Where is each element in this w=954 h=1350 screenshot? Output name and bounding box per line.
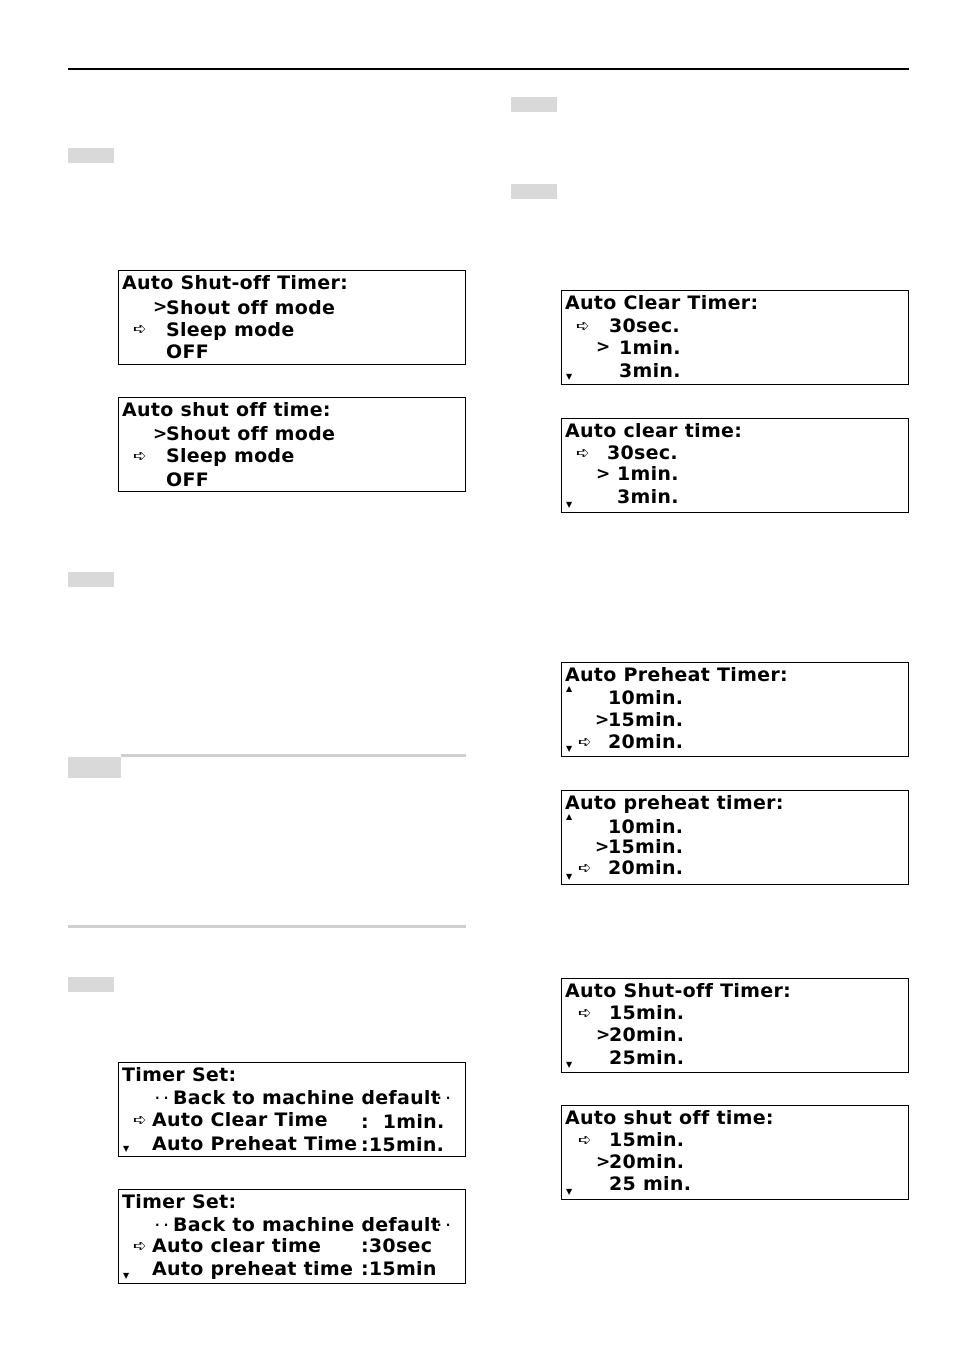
option-sleep-mode: Sleep mode (166, 319, 295, 341)
dots-icon: · · (437, 1091, 451, 1105)
lcd-title: Auto clear time: (565, 420, 743, 442)
selected-arrow-icon: ➪ (133, 446, 147, 465)
scroll-down-icon: ▼ (566, 744, 573, 753)
scroll-down-icon: ▼ (566, 1187, 573, 1196)
option-sleep-mode: Sleep mode (166, 445, 295, 467)
option-20min: 20min. (608, 857, 684, 879)
lcd-preheat-1 (561, 662, 909, 757)
option-20min: 20min. (609, 1151, 685, 1173)
lcd-auto-clear-1 (561, 290, 909, 385)
lcd-title: Auto Shut-off Timer: (565, 980, 792, 1002)
dots-icon: · · (155, 1218, 169, 1232)
option-3min: 3min. (617, 486, 679, 508)
option-shutoff-mode: Shout off mode (166, 297, 336, 319)
option-off: OFF (166, 469, 210, 491)
scroll-up-icon: ▲ (566, 812, 573, 821)
cursor-icon: > (153, 424, 168, 444)
selected-arrow-icon: ➪ (576, 316, 590, 335)
lcd-shutoff-mode-1 (118, 270, 466, 365)
lcd-timer-set-2 (118, 1189, 466, 1284)
lcd-preheat-2 (561, 790, 909, 885)
lcd-shutoff-time-1 (561, 978, 909, 1073)
menu-auto-clear-time: Auto clear time (152, 1235, 322, 1257)
selected-arrow-icon: ➪ (578, 1003, 592, 1022)
lcd-title: Auto shut off time: (565, 1107, 774, 1129)
selected-arrow-icon: ➪ (133, 1236, 147, 1255)
value-auto-clear-time: :30sec (361, 1235, 433, 1257)
lcd-timer-set-1 (118, 1062, 466, 1157)
option-3min: 3min. (619, 360, 681, 382)
value-auto-preheat-time: :15min (361, 1258, 437, 1280)
note-top-rule (121, 754, 466, 757)
option-25min: 25min. (609, 1047, 685, 1069)
selected-arrow-icon: ➪ (578, 732, 592, 751)
menu-auto-preheat-time: Auto Preheat Time (152, 1133, 358, 1155)
option-15min: 15min. (609, 1129, 685, 1151)
cursor-icon: > (153, 297, 168, 317)
note-marker (68, 757, 121, 778)
selected-arrow-icon: ➪ (578, 1130, 592, 1149)
option-15min: 15min. (609, 1002, 685, 1024)
cursor-icon: > (595, 710, 610, 730)
lcd-title: Auto Preheat Timer: (565, 664, 788, 686)
option-shutoff-mode: Shout off mode (166, 423, 336, 445)
scroll-down-icon: ▼ (566, 500, 573, 509)
scroll-down-icon: ▼ (566, 872, 573, 881)
lcd-shutoff-time-2 (561, 1105, 909, 1200)
option-off: OFF (166, 341, 210, 363)
cursor-icon: > (596, 1025, 611, 1045)
lcd-title: Timer Set: (122, 1191, 237, 1213)
scroll-down-icon: ▼ (566, 1060, 573, 1069)
scroll-down-icon: ▼ (123, 1144, 130, 1153)
menu-auto-preheat-time: Auto preheat time (152, 1258, 354, 1280)
selected-arrow-icon: ➪ (576, 443, 590, 462)
scroll-down-icon: ▼ (123, 1271, 130, 1280)
step-marker (511, 97, 557, 112)
option-20min: 20min. (609, 1024, 685, 1046)
lcd-title: Auto shut off time: (122, 399, 331, 421)
header-rule (68, 68, 909, 70)
value-auto-clear-time: : 1min. (361, 1111, 445, 1133)
lcd-auto-clear-2 (561, 418, 909, 513)
step-marker (511, 184, 557, 199)
option-15min: 15min. (608, 836, 684, 858)
dots-icon: · · (155, 1091, 169, 1105)
menu-back-to-default: Back to machine default (173, 1214, 441, 1236)
dots-icon: · · (437, 1218, 451, 1232)
note-bottom-rule (68, 925, 466, 928)
scroll-up-icon: ▲ (566, 684, 573, 693)
menu-back-to-default: Back to machine default (173, 1087, 441, 1109)
selected-arrow-icon: ➪ (133, 1110, 147, 1129)
option-30sec: 30sec. (607, 442, 678, 464)
scroll-down-icon: ▼ (566, 372, 573, 381)
step-marker (68, 572, 114, 587)
menu-auto-clear-time: Auto Clear Time (152, 1109, 328, 1131)
step-marker (68, 977, 114, 992)
step-marker (68, 148, 114, 163)
selected-arrow-icon: ➪ (133, 319, 147, 338)
option-30sec: 30sec. (609, 315, 680, 337)
value-auto-preheat-time: :15min. (361, 1134, 445, 1156)
cursor-icon: > (596, 1152, 611, 1172)
option-1min: 1min. (617, 463, 679, 485)
option-25min: 25 min. (609, 1173, 692, 1195)
option-1min: 1min. (619, 337, 681, 359)
option-20min: 20min. (608, 731, 684, 753)
cursor-icon: > (596, 464, 611, 484)
selected-arrow-icon: ➪ (578, 858, 592, 877)
lcd-title: Auto Clear Timer: (565, 292, 759, 314)
option-15min: 15min. (608, 709, 684, 731)
lcd-shutoff-mode-2 (118, 397, 466, 492)
lcd-title: Auto preheat timer: (565, 792, 784, 814)
lcd-title: Auto Shut-off Timer: (122, 272, 349, 294)
cursor-icon: > (596, 337, 611, 357)
option-10min: 10min. (608, 816, 684, 838)
lcd-title: Timer Set: (122, 1064, 237, 1086)
cursor-icon: > (595, 837, 610, 857)
option-10min: 10min. (608, 687, 684, 709)
